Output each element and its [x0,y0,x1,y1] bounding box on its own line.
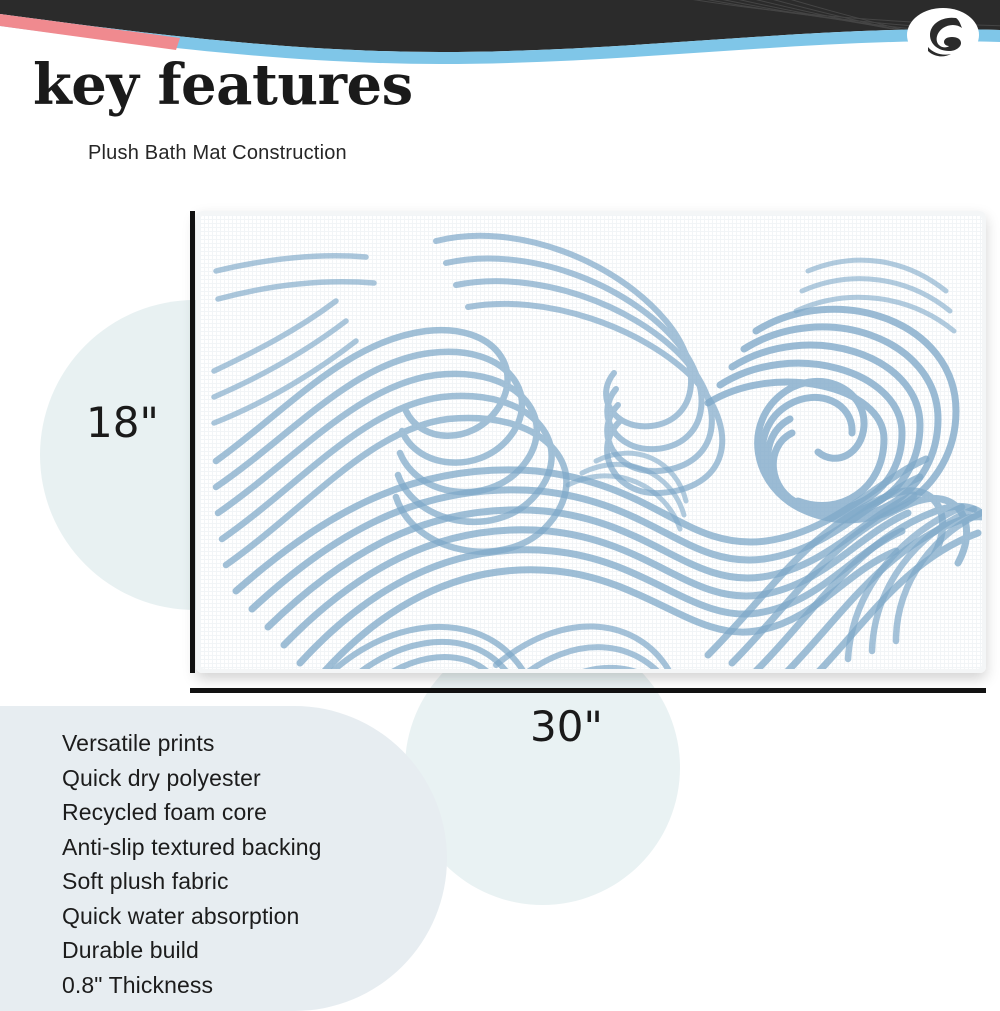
list-item: 0.8" Thickness [62,971,214,998]
page-subtitle: Plush Bath Mat Construction [88,142,347,164]
swan-logo-icon [904,6,982,64]
list-item: Quick dry polyester [62,764,261,791]
list-item: Durable build [62,937,199,963]
page-title: key features [33,52,413,118]
feature-list [62,726,322,1002]
dimension-rule-horizontal [190,688,986,693]
list-item: Anti-slip textured backing [62,833,322,860]
list-item: Quick water absorption [62,902,300,929]
list-item: Soft plush fabric [62,868,229,894]
dimension-label-width: 30" [530,702,603,751]
product-image-bath-mat [196,211,986,673]
list-item: Recycled foam core [62,799,268,825]
dimension-rule-vertical [190,211,195,673]
list-item: Versatile prints [62,730,215,756]
dimension-label-height: 18" [86,398,159,447]
